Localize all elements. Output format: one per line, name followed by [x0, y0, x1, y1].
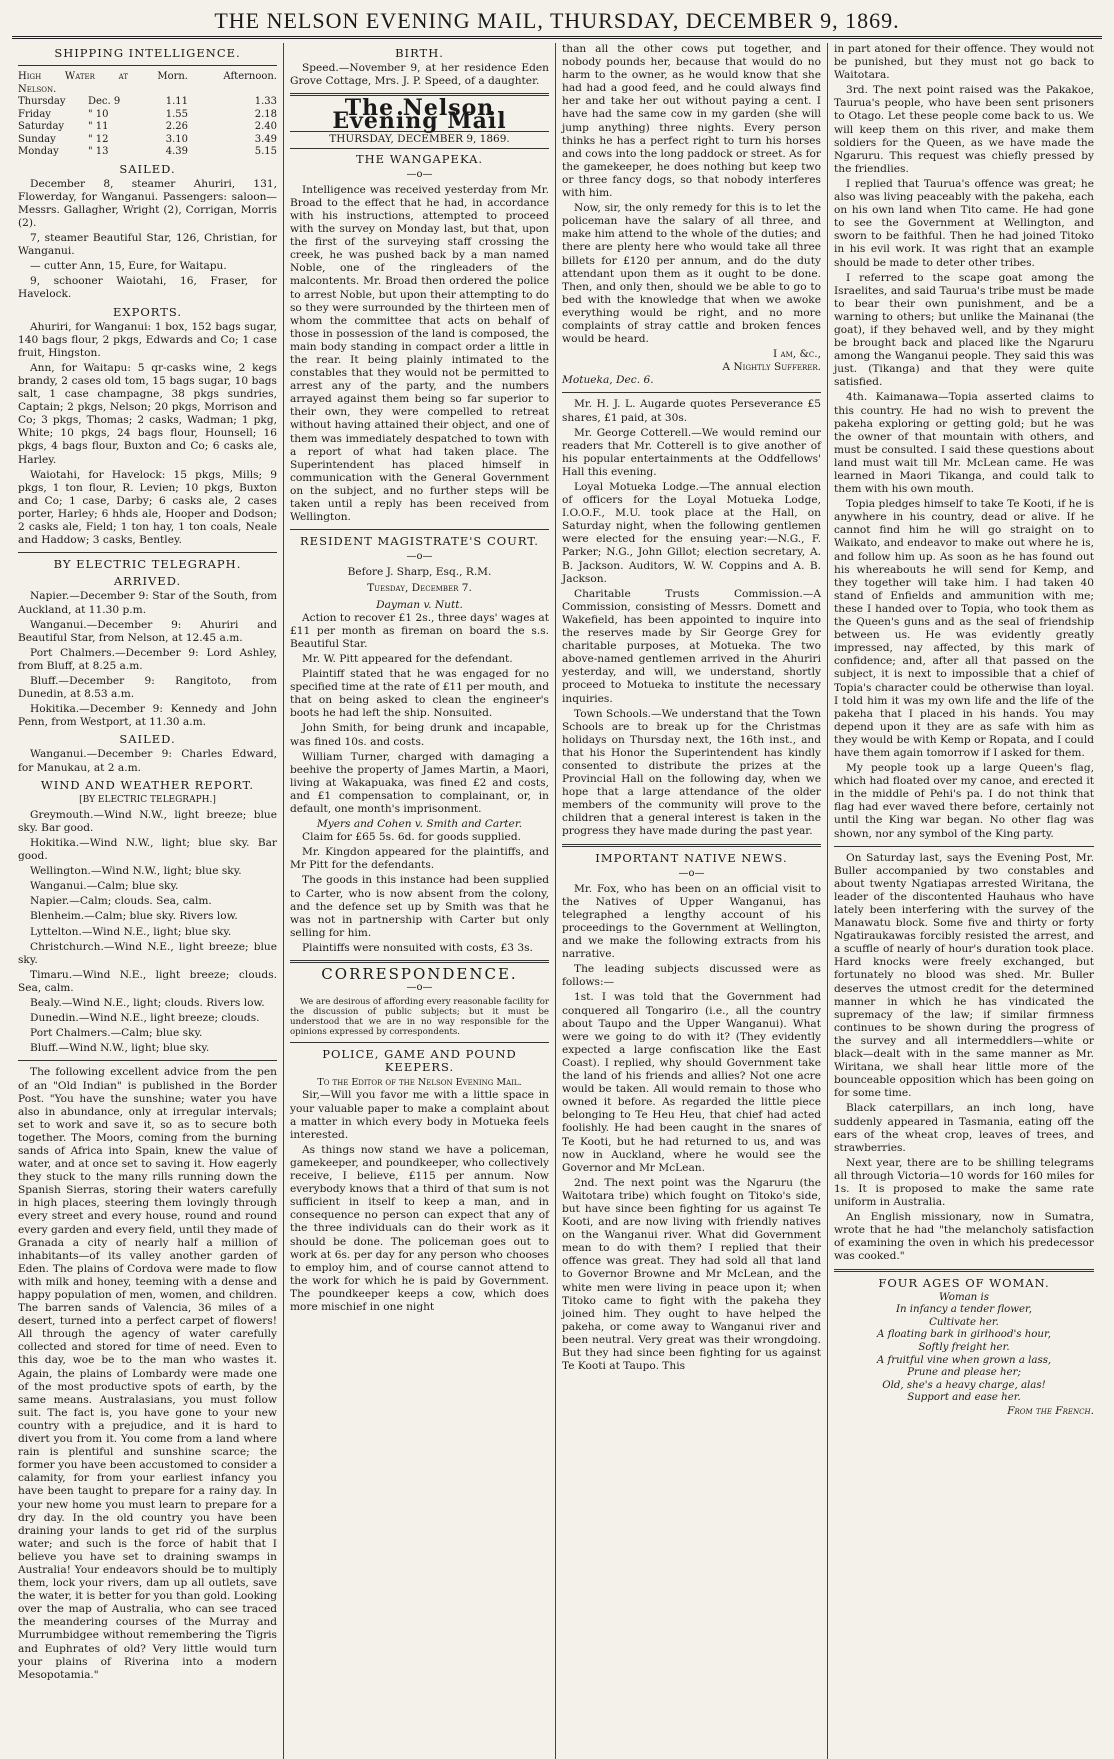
news-item: Charitable Trusts Commission.—A Commission, consisting of Messrs. Domett and Wakefield, has been appointed to inquire into the reserves made by Sir George Grey for charitable purposes, at Motueka. The two above-named gentlemen arrived in the Ahuriri yesterday, and will, we understand, shortly proceed to Motueka to institute the necessary inquiries.	[562, 587, 821, 705]
weather-list	[18, 809, 277, 1056]
columns	[12, 43, 1102, 1759]
paper-date: THURSDAY, DECEMBER 9, 1869.	[290, 131, 549, 148]
birth-notice: Speed.—November 9, at her residence Eden Grove Cottage, Mrs. J. P. Speed, of a daughter.	[290, 62, 549, 88]
weather-item: Wanganui.—Calm; blue sky.	[30, 880, 179, 893]
advice-article: The following excellent advice from the pen of an "Old Indian" is published in the Border Post. "You have the sunshine; water you have also in abundance, only at irregular intervals; set to work and save it, so as to secure both together. The Moors, coming from the burning sands of Africa into Spain, knew the value of water, and at once set to saving it. How eagerly they stuck to the many rills running down the Spanish Sierras, storing their waters carefully in high places, steering them lovingly through every street and every house, round and round every garden and every field, until they made of Granada a city of nearly half a million of inhabitants—of its valley another garden of Eden. The plains of Cordova were made to flow with milk and honey, teeming with a dense and happy population of men, women, and children. The barren sands of Valencia, 36 miles of a desert, turned into a perfect carpet of flowers! All through the agency of water carefully collected and stored for time of need. Even to this day, woe be to the man who wastes it. Again, the plains of Lombardy were made one of the most productive spots of earth, by the same means. Australasians, you must follow suit. The fact is, you have gone to your new country with a prejudice, and it is hard to divert you from it. You come from a land where rain is plentiful and sunshine scarce; the former you have been accustomed to consider a calamity, for from your earliest infancy you have been taught to prepare for a rainy day. In your new home you must learn to prepare for a dry day. In the old country you have been draining your lands to get rid of the surplus water; and such is the force of habit that I believe you have set to draining swamps in Australia! Your endeavors should be to multiply them, lock your rivers, dam up all outlets, save the water, it is better for you than gold. Looking over the map of Australia, who can see traced the meandering courses of the Murray and Murrumbidgee without remembering the Tigris and Euphrates of old? Very little would turn your plains of Riverina into a modern Mesopotamia."	[18, 1066, 277, 1681]
weather-item: Bluff.—Wind N.W., light; blue sky.	[30, 1042, 210, 1055]
court-date: Tuesday, December 7.	[367, 582, 472, 595]
tide-row: Saturday " 11 2.26 2.40	[18, 121, 277, 133]
native-news-heading: IMPORTANT NATIVE NEWS.	[595, 850, 788, 865]
sailed2-heading: SAILED.	[119, 732, 176, 747]
weather-item: Dunedin.—Wind N.E., light breeze; clouds.	[30, 1012, 260, 1025]
sailed-item: 9, schooner Waiotahi, 16, Fraser, for Havelock.	[18, 275, 277, 301]
news-item: Mr. George Cotterell.—We would remind our readers that Mr. Cotterell is to give another of his popular entertainments at the Oddfellows' Hall this evening.	[562, 426, 821, 478]
column-2: BIRTH. Speed.—November 9, at her residence Eden Grove Cottage, Mrs. J. P. Speed, of a daughter. The Nelson Evening Mail THURSDAY, DECEMBER 9, 1869. THE WANGAPEKA. —o— Intelligence was received yesterday from Mr. Broad to the effect that he had, in accordance with his instructions, attempted to proceed with the survey on Monday last, but that, upon the first of the surveying staff crossing the creek, he was pushed back by a man named Noble, one of the ringleaders of the malcontents. Mr. Broad then ordered the police to arrest Noble, but upon their attempting to do so they were surrounded by the thirteen men of whom the committee that acts on behalf of those in possession of the land is composed, the main body standing in compact order a little in the rear. It being plainly intimated to the constables that they would not be permitted to arrest any of the party, and the numbers arrayed against them being so far superior to their own, they were compelled to retreat without having attained their object, and one of them was immediately despatched to town with a report of what had taken place. The Superintendent has placed himself in communication with the General Government on the subject, and no further steps will be taken until a reply has been received from Wellington. RESIDENT MAGISTRATE'S COURT. —o— Before J. Sharp, Esq., R.M. Tuesday, December 7. Dayman v. Nutt. Action to recover £1 2s., three days' wages at £11 per month as fireman on board the s.s. Beautiful Star. Mr. W. Pitt appeared for the defendant. Plaintiff stated that he was engaged for no specified time at the rate of £11 per mouth, and that on being asked to clean the engineer's boots he had left the ship. Nonsuited. John Smith, for being drunk and incapable, was fined 10s. and costs. William Turner, charged with damaging a beehive the property of James Martin, a Maori, living at Wakapuaka, was fined £2 and costs, and £1 compensation to complainant, or, in default, one month's imprisonment. Myers and Cohen v. Smith and Carter. Claim for £65 5s. 6d. for goods supplied. Mr. Kingdon appeared for the plaintiffs, and Mr Pitt for the defendants. The goods in this instance had been supplied to Carter, who is now absent from the colony, and the defence set up by Smith was that he was not in partnership with Carter but only selling for him. Plaintiffs were nonsuited with costs, £3 3s. CORRESPONDENCE. —o— We are desirous of affording every reasonable facility for the discussion of public subjects; but it must be understood that we are in no way responsible for the opinions expressed by correspondents. POLICE, GAME AND POUND KEEPERS. To the Editor of the Nelson Evening Mail. Sir,—Will you favor me with a little space in your valuable paper to make a complaint about a matter in which every body in Motueka feels interested. As things now stand we have a policeman, gamekeeper, and poundkeeper, who collectively receive, I believe, £115 per annum. Now everybody knows that a third of that sum is not sufficient in itself to keep a man, and in consequence no person can expect that any of the three individuals can do their work as it should be done. The policeman goes out to work at 6s. per day for any person who chooses to employ him, and of course cannot attend to the work for which he is paid by Government. The poundkeeper keeps a cow, which does more mischief in one night	[284, 43, 556, 1759]
masthead: THE NELSON EVENING MAIL, THURSDAY, DECEMBER 9, 1869.	[12, 8, 1102, 39]
column-4: in part atoned for their offence. They would not be punished, but they must not go back to Waitotara. 3rd. The next point raised was the Pakakoe, Taurua's people, who have been sent prisoners to Otago. Let these people come back to us. We will keep them on this river, and make them soldiers for the Queen, as we have made the Ngaruru. This request was chiefly pressed by the friendlies. I replied that Taurua's offence was great; he also was living peaceably with the pakeha, each on his own land when Tito came. He had gone to see the Government at Wellington, and sworn to be faithful. Then he had joined Titoko in his evil work. It was right that an example should be made to deter other tribes. I referred to the scape goat among the Israelites, and said Taurua's tribe must be made to bear their own punishment, and be a warning to others; but unlike the Mainanai (the goat), if they behaved well, and by they might be brought back and placed like the Ngaruru among the Wanganui people. They said this was just. (Tikanga) and that they were quite satisfied. 4th. Kaimanawa—Topia asserted claims to this country. He had no wish to prevent the pakeha exploring or getting gold; but he was the owner of that mountain with others, and must be consulted. I said these questions about land must wait till Mr. McLean came. He was learned in Maori Tikanga, and could talk to them with his own mouth. Topia pledges himself to take Te Kooti, if he is anywhere in his country, dead or alive. If he cannot find him he will go straight on to Waikato, and endeavor to make out where he is, and follow him up. As soon as he has found out his whereabouts he will send for Kemp, and they together will take him. I had taken 40 stand of Enfields and ammunition with me; these I handed over to Topia, who took them as the Queen's guns and as the seal of friendship between us. He was evidently greatly impressed, nay affected, by this mark of confidence; and, after all that passed on the subject, it is next to impossible that a chief of Topia's character could be otherwise than loyal. I told him it was my own life and the life of the pakeha that I placed in his hands. You may depend upon it they are as safe with him as they would be with Kemp or Ropata, and I could have them again tomorrow if I asked for them. My people took up a large Queen's flag, which had floated over my canoe, and erected it in the middle of Pehi's pa. I do not think that flag had ever waved there before, certainly not until the King war began. No other flag was shown, nor any symbol of the King party. On Saturday last, says the Evening Post, Mr. Buller accompanied by two constables and about twenty Ngatiapas arrested Wiritana, the leader of the discontented Hauhaus who have lately been interfering with the survey of the Manawatu block. Some five and thirty or forty Ngatiraukawas forcibly resisted the arrest, and a scuffle of nearly of hour's duration took place. Hard knocks were freely exchanged, but fortunately no blood was shed. Mr. Buller deserves the utmost credit for the determined manner in which he has vindicated the supremacy of the law; if similar firmness continues to be shown during the progress of the survey and all intermeddlers—white or black—dealt with in the same manner as Mr. Wiritana, we shall hear little more of the bounceable opposition which has been going on for some time. Black caterpillars, an inch long, have suddenly appeared in Tasmania, eating off the ears of the wheat crop, leaves of trees, and strawberries. Next year, there are to be shilling telegrams all through Victoria—10 words for 160 miles for 1s. It is proposed to make the same rate uniform in Australia. An English missionary, now in Sumatra, wrote that he had "the melancholy satisfaction of examining the oven in which his predecessor was cooked." FOUR AGES OF WOMAN. Woman is In infancy a tender flower, Cultivate her. A floating bark in girlhood's hour, Softly freight her. A fruitful vine when grown a lass, Prune and please her; Old, she's a heavy charge, alas! Support and ease her. From the French.	[834, 43, 1094, 1417]
news-item: An English missionary, now in Sumatra, wrote that he had "the melancholy satisfaction of examining the oven in which his predecessor was cooked."	[834, 1211, 1094, 1263]
arrived-item: Wanganui.—December 9: Ahuriri and Beautiful Star, from Nelson, at 12.45 a.m.	[18, 618, 277, 644]
news-item: Next year, there are to be shilling telegrams all through Victoria—10 words for 160 miles for 1s. It is proposed to make the same rate uniform in Australia.	[834, 1156, 1094, 1209]
sailed-item: — cutter Ann, 15, Eure, for Waitapu.	[30, 260, 227, 273]
sailed-item: Wanganui.—December 9: Charles Edward, for Manukau, at 2 a.m.	[18, 748, 277, 774]
letter-signature: A Nightly Sufferer.	[722, 361, 821, 374]
sailed-list	[18, 178, 277, 302]
column-3: than all the other cows put together, and nobody pounds her, because that would do no harm to the owner, as he would know that she had had a good feed, and he could always find her and take her out without paying a cent. I have had the same cow in my garden (she will jump anything) three nights. Every person thinks he has a perfect right to turn his horses and cows into the long paddock or street. As for the gamekeeper, he does nothing but keep two or three fancy dogs, so that nobody interferes with him. Now, sir, the only remedy for this is to let the policeman have the salary of all three, and make him attend to the whole of the duties; and there are plenty here who would take all three billets for £120 per annum, and do the duty attendant upon them as it ought to be done. Then, and only then, should we be able to go to bed with the knowledge that when we awoke everything would be right, and no more complaints of stray cattle and broken fences would be heard. I am, &c., A Nightly Sufferer. Motueka, Dec. 6. Mr. H. J. L. Augarde quotes Perseverance £5 shares, £1 paid, at 30s. Mr. George Cotterell.—We would remind our readers that Mr. Cotterell is to give another of his popular entertainments at the Oddfellows' Hall this evening. Loyal Motueka Lodge.—The annual election of officers for the Loyal Motueka Lodge, I.O.O.F., M.U. took place at the Hall, on Saturday night, when the following gentlemen were elected for the ensuing year:—N.G., F. Parker; N.G., John Gillot; election secretary, A. B. Jackson. Auditors, W. W. Coppins and A. B. Jackson. Charitable Trusts Commission.—A Commission, consisting of Messrs. Domett and Wakefield, has been appointed to inquire into the reserves made by Sir George Grey for charitable purposes, at Motueka. The two above-named gentlemen arrived in the Ahuriri yesterday, and will, we understand, shortly proceed to Motueka to institute the necessary inquiries. Town Schools.—We understand that the Town Schools are to break up for the Christmas holidays on Thursday next, the 16th inst., and that his Honor the Superintendent has kindly consented to distribute the prizes at the Provincial Hall on the following day, when we hope that a large attendance of the older members of the community will prove to the children that a general interest is taken in the progress they have made during the past year. IMPORTANT NATIVE NEWS. —o— Mr. Fox, who has been on an official visit to the Natives of Upper Wanganui, has telegraphed a lengthy account of his proceedings to the Government at Wellington, and we make the following extracts from his narrative. The leading subjects discussed were as follows:— 1st. I was told that the Government had conquered all Tongariro (i.e., all the country about Taupo and the Upper Wanganui). What were we going to do with it? (They evidently expected a large confiscation like the East Coast). I replied, why should Government take the land of his friends and allies? Not one acre would be taken. All would remain to those who owned it before. As regarded the little piece belonging to Te Heu Heu, that chief had acted foolishly. He had been caught in the snares of Te Kooti, but he had returned to us, and was now in Auckland, where he would see the Governor and Mr McLean. 2nd. The next point was the Ngaruru (the Waitotara tribe) which fought on Titoko's side, but have since been fighting for us against Te Kooti, and are now living with friendly natives on the Wanganui river. What did Government mean to do with them? I replied that their offence was great. They had sold all that land to Governor Browne and Mr McLean, and the white men were living in peace upon it; when Titoko came to fight with the pakeha they joined him. They ought to have helped the pakeha, or come away to Wanganui river and been neutral. Very great was their wrongdoing. But they had since been fighting for us against Te Kooti at Taupo. This	[556, 43, 828, 1759]
tide-row: Friday " 10 1.55 2.18	[18, 108, 277, 120]
poem-credit: From the French.	[1007, 1404, 1094, 1417]
arrived-item: Bluff.—December 9: Rangitoto, from Dunedin, at 8.53 a.m.	[18, 674, 277, 701]
exports-heading: EXPORTS.	[113, 304, 182, 319]
poem-line: A fruitful vine when grown a lass,	[876, 1354, 1052, 1366]
export-item: Waiotahi, for Havelock: 15 pkgs, Mills; 9 pkgs, 1 ton flour, R. Levien; 10 pkgs, Buxton and Co; 1 case, Darby; 6 casks ale, 2 cases porter, Harley; 6 hhds ale, Hooper and Dodson; 2 casks ale, Field; 1 ton hay, 1 ton coals, Neale and Haddow; 3 casks, Bentley.	[18, 468, 277, 547]
weather-item: Wellington.—Wind N.W., light; blue sky.	[30, 865, 242, 878]
paper-title: The Nelson Evening Mail	[332, 95, 507, 135]
sailed-heading: SAILED.	[119, 161, 176, 176]
export-item: Ann, for Waitapu: 5 qr-casks wine, 2 kegs brandy, 2 cases old tom, 15 bags sugar, 10 bags salt, 1 case champagne, 38 pkgs sundries, Captain; 2 pkgs, Nelson; 20 pkgs, Morrison and Co; 3 pkgs, Thomas; 2 casks, Wadman; 1 pkg, White; 10 pkgs, 24 bags flour, Hounsell; 16 pkgs, 4 bags flour, Buxton and Co; 6 casks ale, Harley.	[18, 361, 277, 466]
court-heading: RESIDENT MAGISTRATE'S COURT.	[300, 534, 539, 549]
poem-line: In infancy a tender flower,	[895, 1304, 1033, 1316]
arrived-item: Port Chalmers.—December 9: Lord Ashley, from Bluff, at 8.25 a.m.	[18, 646, 277, 672]
weather-item: Timaru.—Wind N.E., light breeze; clouds. Sea, calm.	[18, 968, 277, 994]
poem-line: Support and ease her.	[907, 1392, 1021, 1404]
letter-to: To the Editor of the Nelson Evening Mail.	[317, 1077, 522, 1089]
poem-line: A floating bark in girlhood's hour,	[877, 1329, 1051, 1341]
export-item: Ahuriri, for Wanganui: 1 box, 152 bags sugar, 140 bags flour, 2 pkgs, Edwards and Co; 1 case fruit, Hingston.	[18, 320, 277, 359]
arrived-list	[18, 590, 277, 729]
weather-item: Bealy.—Wind N.E., light; clouds. Rivers low.	[30, 997, 265, 1010]
weather-subheading: [BY ELECTRIC TELEGRAPH.]	[79, 794, 216, 805]
weather-item: Napier.—Calm; clouds. Sea, calm.	[30, 895, 212, 908]
sailed2-list	[18, 748, 277, 774]
tide-row: Thursday Dec. 9 1.11 1.33	[18, 96, 277, 108]
poem-line: Softly freight her.	[918, 1342, 1010, 1353]
case4-title: Myers and Cohen v. Smith and Carter.	[316, 818, 523, 831]
birth-heading: BIRTH.	[395, 46, 444, 60]
weather-item: Port Chalmers.—Calm; blue sky.	[30, 1027, 203, 1040]
weather-heading: WIND AND WEATHER REPORT.	[40, 777, 255, 792]
column-1	[12, 43, 284, 1759]
weather-item: Lyttelton.—Wind N.E., light; blue sky.	[30, 925, 232, 938]
poem-line: Woman is	[939, 1291, 989, 1303]
weather-item: Blenheim.—Calm; blue sky. Rivers low.	[30, 910, 238, 923]
sailed-item: 7, steamer Beautiful Star, 126, Christian, for Wanganui.	[18, 232, 277, 258]
correspondence-note: We are desirous of affording every reasonable facility for the discussion of public subjects; but it must be understood that we are in no way responsible for the opinions expressed by correspondents.	[290, 997, 549, 1038]
tide-row: Sunday " 12 3.10 3.49	[18, 133, 277, 145]
shipping-heading: SHIPPING INTELLIGENCE.	[54, 46, 241, 60]
arrived-heading: ARRIVED.	[113, 574, 182, 589]
poem	[834, 1292, 1094, 1405]
news-item: Black caterpillars, an inch long, have suddenly appeared in Tasmania, eating off the ears of the wheat crop, leaves of trees, and strawberries.	[834, 1102, 1094, 1154]
poem-line: Cultivate her.	[929, 1316, 999, 1328]
tide-header: High Water at Nelson. Morn. Afternoon.	[18, 71, 277, 95]
arrived-item: Napier.—December 9: Star of the South, from Auckland, at 11.30 p.m.	[18, 590, 277, 616]
wangapeka-article: Intelligence was received yesterday from Mr. Broad to the effect that he had, in accordance with his instructions, attempted to proceed with the survey on Monday last, but that, upon the first of the surveying staff crossing the creek, he was pushed back by a man named Noble, one of the ringleaders of the malcontents. Mr. Broad then ordered the police to arrest Noble, but upon their attempting to do so they were surrounded by the thirteen men of whom the committee that acts on behalf of those in possession of the land is composed, the main body standing in compact order a little in the rear. It being plainly intimated to the constables that they would not be permitted to arrest any of the party, and the numbers arrayed against them being so far superior to their own, they were compelled to retreat without having attained their object, and one of them was immediately despatched to town with a report of what had taken place. The Superintendent has placed himself in communication with the General Government on the subject, and no further steps will be taken until a reply has been received from Wellington.	[290, 183, 549, 524]
sailed-item: December 8, steamer Ahuriri, 131, Flowerday, for Wanganui. Passengers: saloon—Messrs. Gallagher, Wright (2), Corrigan, Morris (2).	[18, 177, 277, 229]
exports-list	[18, 321, 277, 548]
letter-heading: POLICE, GAME AND POUND KEEPERS.	[322, 1047, 517, 1075]
native-news-continued: in part atoned for their offence. They would not be punished, but they must not go back to Waitotara.	[834, 43, 1094, 82]
letter-continued: than all the other cows put together, and nobody pounds her, because that would do no harm to the owner, as he would know that she had had a good feed, and he could always find her and take her out without paying a cent. I have had the same cow in my garden (she will jump anything) three nights. Every person thinks he has a perfect right to turn his horses and cows into the long paddock or street. As for the gamekeeper, he does nothing but keep two or three fancy dogs, so that nobody interferes with him.	[562, 43, 821, 200]
poem-line: Old, she's a heavy charge, alas!	[882, 1379, 1046, 1391]
tide-table	[18, 96, 277, 159]
news-item: Town Schools.—We understand that the Town Schools are to break up for the Christmas holidays on Thursday next, the 16th inst., and that his Honor the Superintendent has kindly consented to distribute the prizes at the Provincial Hall on the following day, when we hope that a large attendance of the older members of the community will prove to the children that a general interest is taken in the progress they have made during the past year.	[562, 707, 821, 838]
news-item: Mr. H. J. L. Augarde quotes Perseverance £5 shares, £1 paid, at 30s.	[562, 398, 821, 424]
case1-title: Dayman v. Nutt.	[376, 598, 463, 611]
weather-item: Greymouth.—Wind N.W., light breeze; blue sky. Bar good.	[18, 808, 277, 834]
poem-line: Prune and please her;	[907, 1367, 1021, 1379]
court-before: Before J. Sharp, Esq., R.M.	[347, 566, 492, 579]
telegraph-heading: BY ELECTRIC TELEGRAPH.	[53, 557, 242, 572]
tide-row: Monday " 13 4.39 5.15	[18, 146, 277, 158]
news-item: On Saturday last, says the Evening Post, Mr. Buller accompanied by two constables and about twenty Ngatiapas arrested Wiritana, the leader of the discontented Hauhaus who have lately been interfering with the survey of the Manawatu block. Some five and thirty or forty Ngatiraukawas forcibly resisted the arrest, and a scuffle of nearly of hour's duration took place. Hard knocks were freely exchanged, but fortunately no blood was shed. Mr. Buller deserves the utmost credit for the determined manner in which he has vindicated the supremacy of the law; if similar firmness continues to be shown during the progress of the survey and all intermeddlers—white or black—dealt with in the same manner as Mr. Wiritana, we shall hear little more of the bounceable opposition which has been going on for some time.	[834, 851, 1094, 1100]
weather-item: Christchurch.—Wind N.E., light breeze; blue sky.	[18, 940, 277, 966]
news-item: Loyal Motueka Lodge.—The annual election of officers for the Loyal Motueka Lodge, I.O.O.F., M.U. took place at the Hall, on Saturday night, when the following gentlemen were elected for the ensuing year:—N.G., F. Parker; N.G., John Gillot; election secretary, A. B. Jackson. Auditors, W. W. Coppins and A. B. Jackson.	[562, 481, 821, 585]
poem-heading: FOUR AGES OF WOMAN.	[878, 1275, 1050, 1290]
weather-item: Hokitika.—Wind N.W., light; blue sky. Bar good.	[18, 837, 277, 863]
arrived-item: Hokitika.—December 9: Kennedy and John Penn, from Westport, at 11.30 a.m.	[18, 703, 277, 729]
wangapeka-heading: THE WANGAPEKA.	[355, 151, 484, 166]
correspondence-heading: CORRESPONDENCE.	[321, 965, 518, 983]
